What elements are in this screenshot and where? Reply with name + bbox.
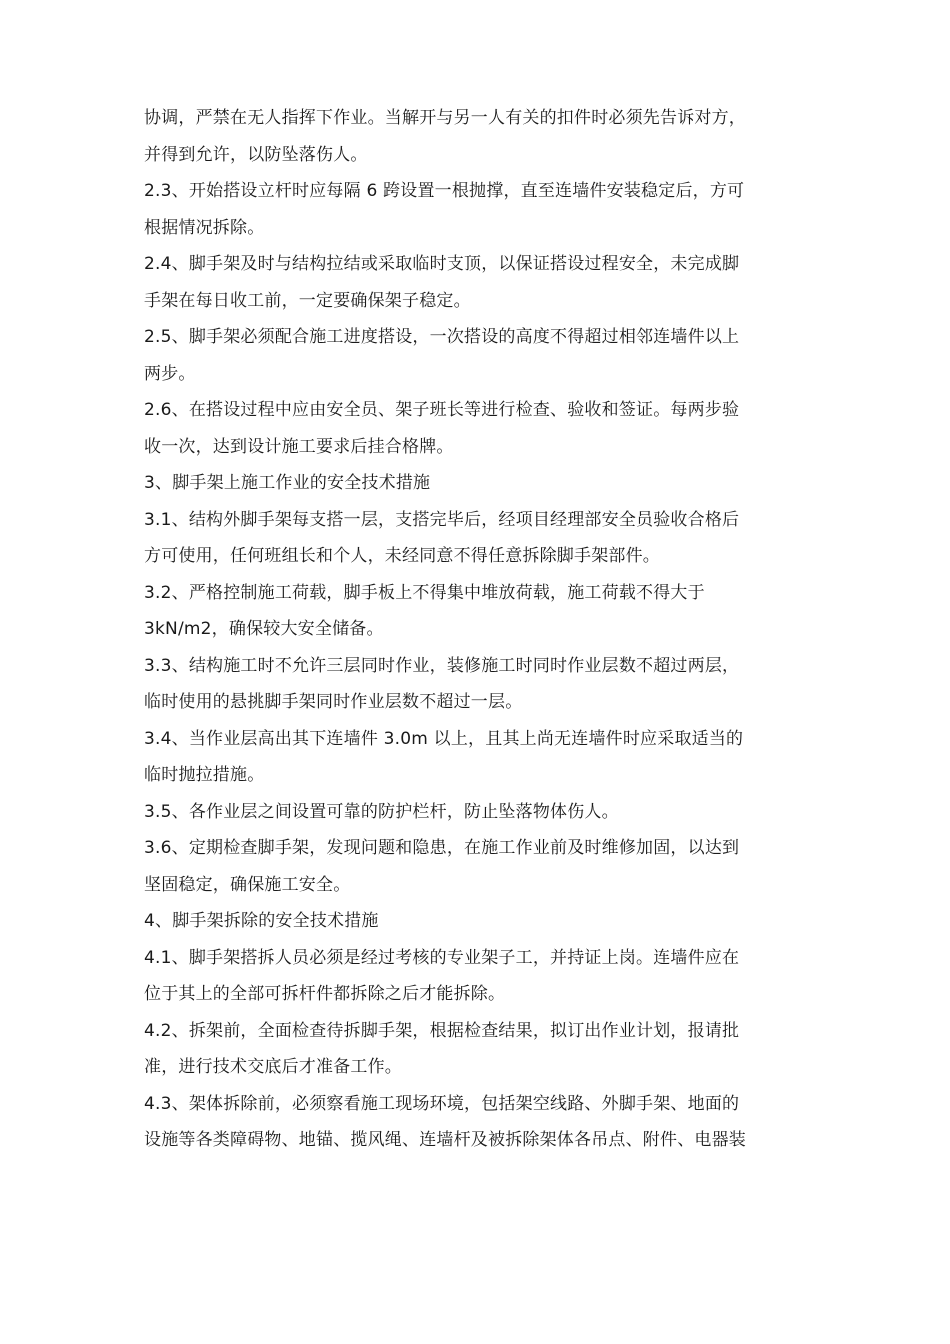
- text-line: 4.2、拆架前，全面检查待拆脚手架，根据检查结果，拟订出作业计划，报请批: [144, 1020, 740, 1041]
- text-line: 3.1、结构外脚手架每支搭一层，支搭完毕后，经项目经理部安全员验收合格后: [144, 509, 740, 530]
- text-line: 4.3、架体拆除前，必须察看施工现场环境，包括架空线路、外脚手架、地面的: [144, 1093, 740, 1114]
- section-heading: 3、脚手架上施工作业的安全技术措施: [144, 473, 431, 493]
- text-line: 3.5、各作业层之间设置可靠的防护栏杆，防止坠落物体伤人。: [144, 801, 619, 822]
- text-line: 3kN/m2，确保较大安全储备。: [144, 619, 384, 639]
- text-line: 3.3、结构施工时不允许三层同时作业，装修施工时同时作业层数不超过两层，: [144, 655, 740, 676]
- text-line: 准，进行技术交底后才准备工作。: [144, 1057, 402, 1077]
- text-line: 临时使用的悬挑脚手架同时作业层数不超过一层。: [144, 692, 523, 712]
- text-line: 设施等各类障碍物、地锚、揽风绳、连墙杆及被拆除架体各吊点、附件、电器装: [144, 1130, 746, 1150]
- text-line: 根据情况拆除。: [144, 217, 265, 238]
- text-line: 2.6、在搭设过程中应由安全员、架子班长等进行检查、验收和签证。每两步验: [144, 400, 740, 420]
- text-line: 协调，严禁在无人指挥下作业。当解开与另一人有关的扣件时必须先告诉对方，: [144, 108, 746, 128]
- text-line: 两步。: [144, 363, 196, 384]
- text-line: 3.6、定期检查脚手架，发现问题和隐患，在施工作业前及时维修加固，以达到: [144, 838, 740, 858]
- text-line: 并得到允许，以防坠落伤人。: [144, 144, 368, 165]
- text-line: 4.1、脚手架搭拆人员必须是经过考核的专业架子工，并持证上岗。连墙件应在: [144, 947, 740, 968]
- text-line: 3.2、严格控制施工荷载，脚手板上不得集中堆放荷载，施工荷载不得大于: [144, 582, 705, 603]
- document-body: [144, 100, 824, 1159]
- text-line: 手架在每日收工前，一定要确保架子稳定。: [144, 290, 471, 311]
- section-heading: 4、脚手架拆除的安全技术措施: [144, 911, 379, 931]
- text-line: 3.4、当作业层高出其下连墙件 3.0m 以上，且其上尚无连墙件时应采取适当的: [144, 728, 744, 749]
- text-line: 2.4、脚手架及时与结构拉结或采取临时支顶，以保证搭设过程安全，未完成脚: [144, 254, 740, 274]
- text-line: 坚固稳定，确保施工安全。: [144, 874, 351, 895]
- text-line: 2.3、开始搭设立杆时应每隔 6 跨设置一根抛撑，直至连墙件安装稳定后，方可: [144, 181, 745, 201]
- text-line: 临时抛拉措施。: [144, 765, 265, 785]
- text-line: 收一次，达到设计施工要求后挂合格牌。: [144, 436, 454, 457]
- text-line: 方可使用，任何班组长和个人，未经同意不得任意拆除脚手架部件。: [144, 546, 660, 566]
- text-line: 位于其上的全部可拆杆件都拆除之后才能拆除。: [144, 984, 506, 1004]
- text-line: 2.5、脚手架必须配合施工进度搭设，一次搭设的高度不得超过相邻连墙件以上: [144, 327, 740, 347]
